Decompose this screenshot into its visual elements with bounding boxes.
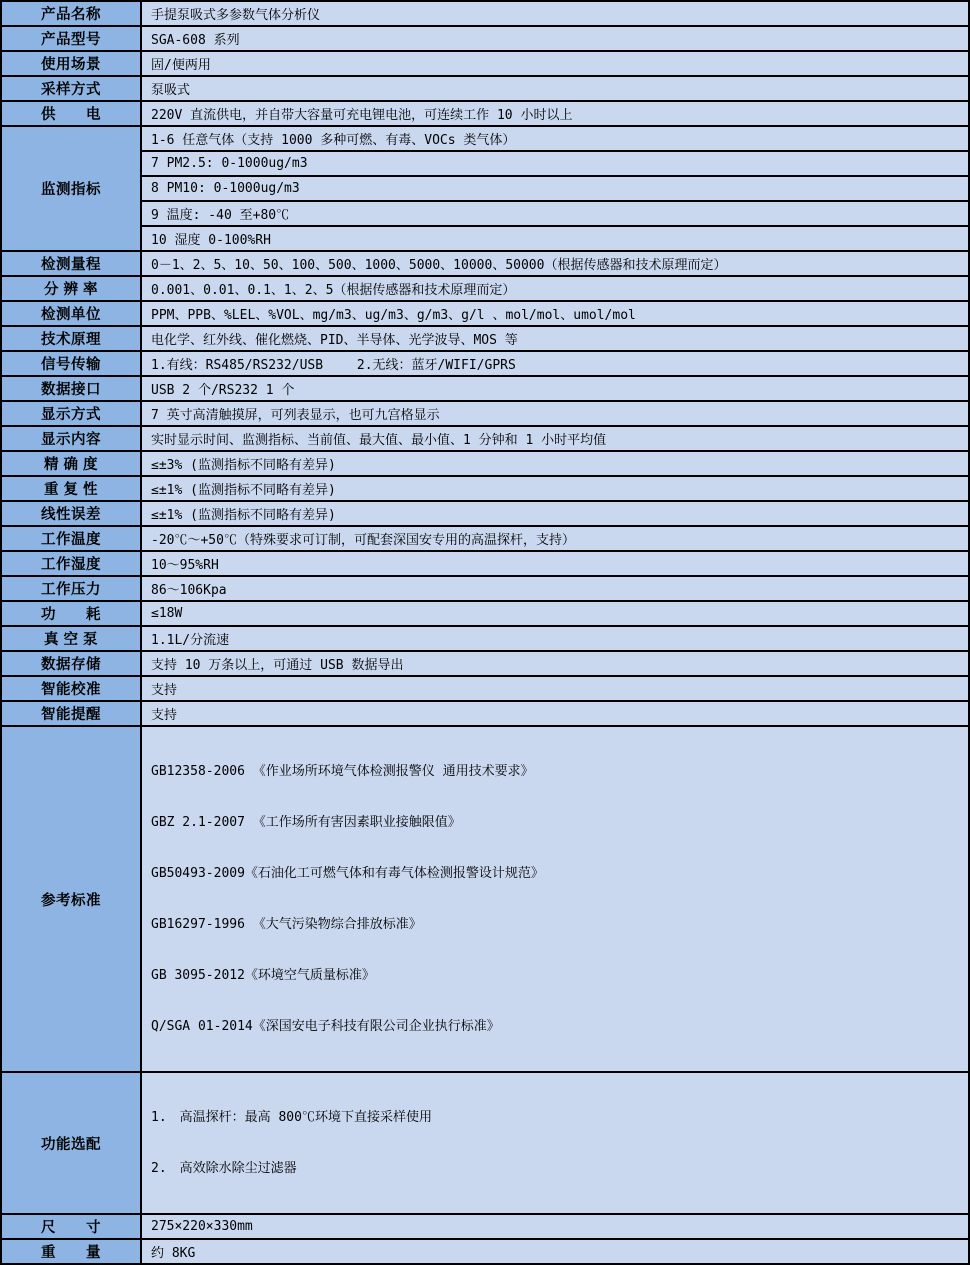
table-row	[1, 176, 969, 201]
table-row	[1, 1214, 969, 1239]
spec-label: 技术原理	[1, 326, 141, 351]
spec-value: USB 2 个/RS232 1 个	[141, 376, 969, 401]
spec-value-line: GB16297-1996 《大气污染物综合排放标准》	[151, 917, 422, 932]
spec-value: 0－1、2、5、10、50、100、500、1000、5000、10000、50000（根据传感器和技术原理而定）	[141, 251, 969, 276]
spec-label: 功能选配	[1, 1072, 141, 1214]
table-row	[1, 301, 969, 326]
table-row	[1, 701, 969, 726]
table-row	[1, 401, 969, 426]
spec-label: 功 耗	[1, 601, 141, 626]
spec-label: 智能提醒	[1, 701, 141, 726]
spec-value: 支持	[141, 676, 969, 701]
table-row	[1, 601, 969, 626]
table-row	[1, 276, 969, 301]
spec-label: 使用场景	[1, 51, 141, 76]
spec-label: 重 复 性	[1, 476, 141, 501]
spec-value-line: Q/SGA 01-2014《深国安电子科技有限公司企业执行标准》	[151, 1019, 500, 1034]
spec-value-line: GBZ 2.1-2007 《工作场所有害因素职业接触限值》	[151, 815, 461, 830]
table-row	[1, 626, 969, 651]
table-row	[1, 676, 969, 701]
spec-label: 真 空 泵	[1, 626, 141, 651]
table-row	[1, 476, 969, 501]
spec-value-reference-standards	[141, 726, 969, 1072]
spec-label: 智能校准	[1, 676, 141, 701]
table-row	[1, 501, 969, 526]
spec-value: 约 8KG	[141, 1239, 969, 1264]
spec-value: 1.1L/分流速	[141, 626, 969, 651]
table-row	[1, 251, 969, 276]
table-row	[1, 451, 969, 476]
table-row	[1, 76, 969, 101]
spec-label: 检测单位	[1, 301, 141, 326]
spec-label: 信号传输	[1, 351, 141, 376]
table-row	[1, 1239, 969, 1264]
spec-value: 8 PM10: 0-1000ug/m3	[141, 176, 969, 201]
table-row	[1, 26, 969, 51]
spec-label: 产品名称	[1, 1, 141, 26]
table-row	[1, 151, 969, 176]
spec-value: 7 PM2.5: 0-1000ug/m3	[141, 151, 969, 176]
table-row	[1, 526, 969, 551]
spec-value: 电化学、红外线、催化燃烧、PID、半导体、光学波导、MOS 等	[141, 326, 969, 351]
spec-value: 支持 10 万条以上，可通过 USB 数据导出	[141, 651, 969, 676]
spec-value: ≤±1% (监测指标不同略有差异)	[141, 501, 969, 526]
table-row	[1, 651, 969, 676]
spec-label: 供 电	[1, 101, 141, 126]
table-row	[1, 726, 969, 1072]
spec-label: 产品型号	[1, 26, 141, 51]
table-row	[1, 201, 969, 226]
spec-value: ≤±3% (监测指标不同略有差异)	[141, 451, 969, 476]
spec-value: 1-6 任意气体（支持 1000 多种可燃、有毒、VOCs 类气体）	[141, 126, 969, 151]
spec-label: 线性误差	[1, 501, 141, 526]
spec-label: 精 确 度	[1, 451, 141, 476]
spec-value-optional-features	[141, 1072, 969, 1214]
spec-value: 7 英寸高清触摸屏，可列表显示，也可九宫格显示	[141, 401, 969, 426]
spec-value-line: GB50493-2009《石油化工可燃气体和有毒气体检测报警设计规范》	[151, 866, 544, 881]
spec-value: 固/便两用	[141, 51, 969, 76]
spec-value: 0.001、0.01、0.1、1、2、5（根据传感器和技术原理而定）	[141, 276, 969, 301]
spec-value: -20℃～+50℃（特殊要求可订制，可配套深国安专用的高温探杆，支持）	[141, 526, 969, 551]
spec-value: 支持	[141, 701, 969, 726]
spec-value: 1.有线：RS485/RS232/USB 2.无线：蓝牙/WIFI/GPRS	[141, 351, 969, 376]
table-row	[1, 1072, 969, 1214]
spec-label: 分 辨 率	[1, 276, 141, 301]
spec-value-line: 1. 高温探杆：最高 800℃环境下直接采样使用	[151, 1110, 432, 1125]
spec-value: 10 湿度 0-100%RH	[141, 226, 969, 251]
spec-value: PPM、PPB、%LEL、%VOL、mg/m3、ug/m3、g/m3、g/l 、mol/mol、umol/mol	[141, 301, 969, 326]
spec-value: ≤18W	[141, 601, 969, 626]
table-row	[1, 351, 969, 376]
spec-value: 泵吸式	[141, 76, 969, 101]
spec-label: 工作湿度	[1, 551, 141, 576]
spec-value: 220V 直流供电，并自带大容量可充电锂电池，可连续工作 10 小时以上	[141, 101, 969, 126]
spec-value: ≤±1% (监测指标不同略有差异)	[141, 476, 969, 501]
table-row	[1, 551, 969, 576]
spec-value: 手提泵吸式多参数气体分析仪	[141, 1, 969, 26]
spec-label: 重 量	[1, 1239, 141, 1264]
table-row	[1, 326, 969, 351]
spec-label: 尺 寸	[1, 1214, 141, 1239]
spec-value-line: GB 3095-2012《环境空气质量标准》	[151, 968, 375, 983]
spec-value-line: 2. 高效除水除尘过滤器	[151, 1161, 297, 1176]
table-row	[1, 1, 969, 26]
spec-label: 监测指标	[1, 126, 141, 251]
table-row	[1, 51, 969, 76]
spec-label: 检测量程	[1, 251, 141, 276]
spec-label: 采样方式	[1, 76, 141, 101]
spec-value-line: GB12358-2006 《作业场所环境气体检测报警仪 通用技术要求》	[151, 764, 534, 779]
table-row	[1, 226, 969, 251]
table-row	[1, 576, 969, 601]
spec-value: 9 温度: -40 至+80℃	[141, 201, 969, 226]
table-row	[1, 426, 969, 451]
table-row	[1, 126, 969, 151]
spec-label: 工作温度	[1, 526, 141, 551]
spec-label: 数据接口	[1, 376, 141, 401]
spec-label: 参考标准	[1, 726, 141, 1072]
spec-value: 275×220×330mm	[141, 1214, 969, 1239]
spec-value: 实时显示时间、监测指标、当前值、最大值、最小值、1 分钟和 1 小时平均值	[141, 426, 969, 451]
spec-label: 数据存储	[1, 651, 141, 676]
spec-label: 工作压力	[1, 576, 141, 601]
table-row	[1, 101, 969, 126]
spec-value: 86～106Kpa	[141, 576, 969, 601]
spec-label: 显示方式	[1, 401, 141, 426]
spec-value: 10～95%RH	[141, 551, 969, 576]
spec-value: SGA-608 系列	[141, 26, 969, 51]
spec-label: 显示内容	[1, 426, 141, 451]
table-row	[1, 376, 969, 401]
